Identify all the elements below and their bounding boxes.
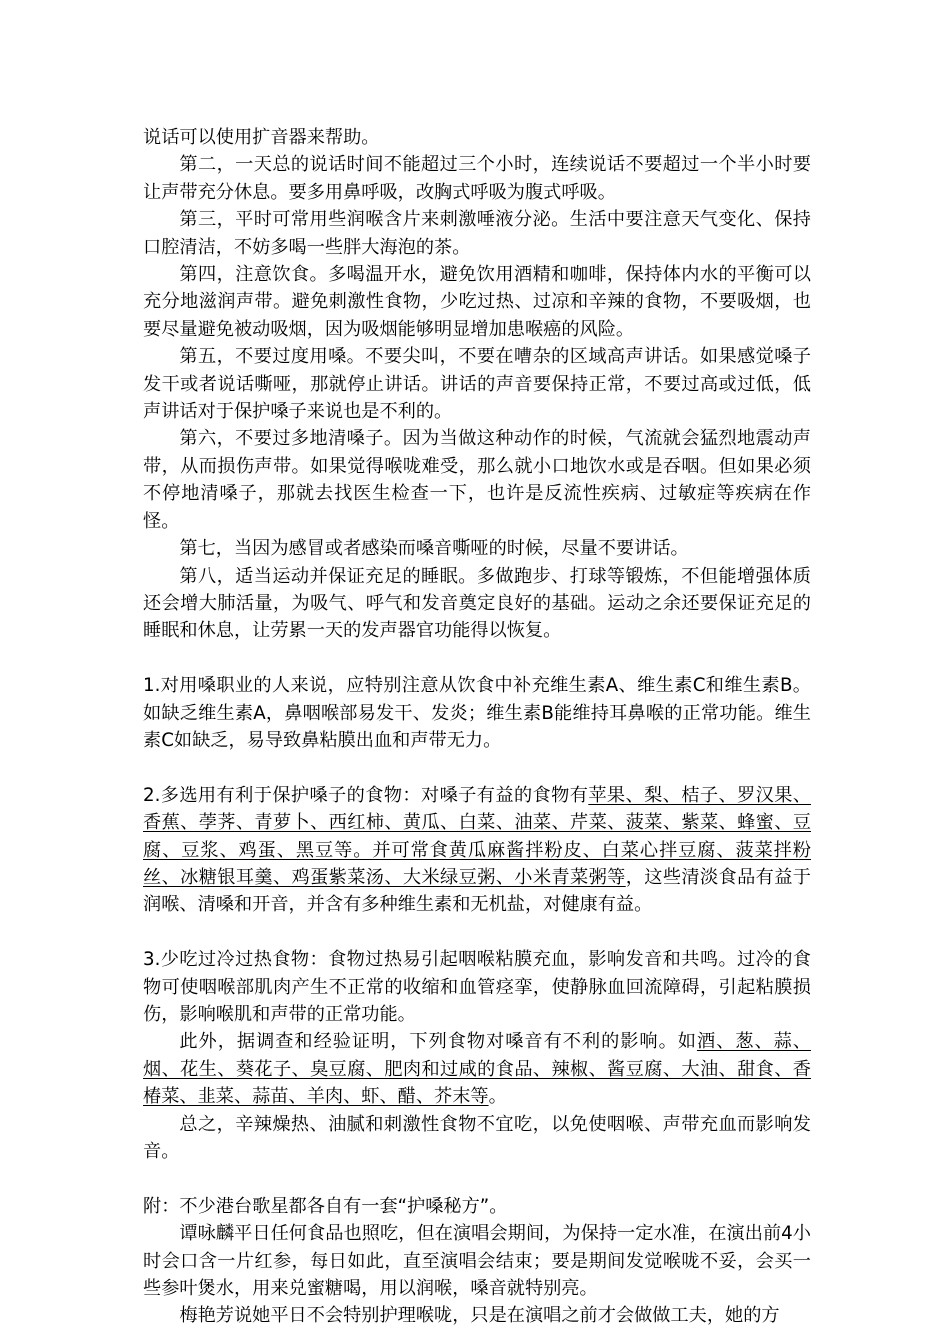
paragraph-continuation: 说话可以使用扩音器来帮助。 <box>143 127 380 148</box>
paragraph-summary: 总之，辛辣燥热、油腻和刺激性食物不宜吃，以免使咽喉、声带充血而影响发音。 <box>143 1113 811 1162</box>
appendix-heading: 附：不少港台歌星都各自有一套“护嗓秘方”。 <box>143 1195 508 1217</box>
appendix-paragraph-tam: 谭咏麟平日任何食品也照吃，但在演唱会期间，为保持一定水准，在演出前4小时会口含一片红参，每日如此，直至演唱会结束；要是期间发觉喉咙不妥，会买一些参叶煲水，用来兑蜜糖喝，用以润喉，嗓音就特别亮。 <box>143 1223 811 1299</box>
blank-line <box>143 645 811 672</box>
blank-line <box>143 919 811 946</box>
paragraph-eighth: 第八，适当运动并保证充足的睡眠。多做跑步、打球等锻炼，不但能增强体质还会增大肺活量，为吸气、呼气和发音奠定良好的基础。运动之余还要保证充足的睡眠和休息，让劳累一天的发声器官功能得以恢复。 <box>143 565 811 642</box>
blank-line <box>143 1165 811 1192</box>
harmful-intro: 此外，据调查和经验证明，下列食物对嗓音有不利的影响。如 <box>179 1031 697 1053</box>
numbered-item-1: 1.对用嗓职业的人来说，应特别注意从饮食中补充维生素A、维生素C和维生素B。如缺乏维生素A，鼻咽喉部易发干、发炎；维生素B能维持耳鼻喉的正常功能。维生素C如缺乏，易导致鼻粘膜出血和声带无力。 <box>143 675 811 751</box>
paragraph-fifth: 第五，不要过度用嗓。不要尖叫，不要在嘈杂的区域高声讲话。如果感觉嗓子发干或者说话嘶哑，那就停止讲话。讲话的声音要保持正常，不要过高或过低，低声讲话对于保护嗓子来说也是不利的。 <box>143 346 811 423</box>
paragraph-second: 第二，一天总的说话时间不能超过三个小时，连续说话不要超过一个半小时要让声带充分休息。要多用鼻呼吸，改胸式呼吸为腹式呼吸。 <box>143 154 811 203</box>
harmful-end: 。 <box>488 1086 507 1108</box>
blank-line <box>143 754 811 781</box>
paragraph-harmful-foods <box>143 1028 811 1110</box>
item-2-food-list: 苹果、梨、桔子、罗汉果、香蕉、荸荠、青萝卜、西红柿、黄瓜、白菜、油菜、芹菜、菠菜、紫菜、蜂蜜、豆腐、豆浆、鸡蛋、黑豆等。并可常食黄瓜麻酱拌粉皮、白菜心拌豆腐、菠菜拌粉丝、冰糖银耳羹、鸡蛋紫菜汤、大米绿豆粥、小米青菜粥等 <box>143 784 811 888</box>
paragraph-seventh: 第七，当因为感冒或者感染而嗓音嘶哑的时候，尽量不要讲话。 <box>179 538 689 560</box>
numbered-item-2 <box>143 782 811 919</box>
harmful-food-list: 酒、葱、蒜、烟、花生、葵花子、臭豆腐、肥肉和过咸的食品、辣椒、酱豆腐、大油、甜食、香椿菜、韭菜、蒜苗、羊肉、虾、醋、芥末等 <box>143 1031 811 1108</box>
paragraph-sixth: 第六，不要过多地清嗓子。因为当做这种动作的时候，气流就会猛烈地震动声带，从而损伤声带。如果觉得喉咙难受，那么就小口地饮水或是吞咽。但如果必须不停地清嗓子，那就去找医生检查一下，也许是反流性疾病、过敏症等疾病在作怪。 <box>143 428 811 532</box>
numbered-item-3: 3.少吃过冷过热食物：食物过热易引起咽喉粘膜充血，影响发音和共鸣。过冷的食物可使咽喉部肌肉产生不正常的收缩和血管痉挛，使静脉血回流障碍，引起粘膜损伤，影响喉肌和声带的正常功能。 <box>143 949 811 1025</box>
paragraph-third: 第三，平时可常用些润喉含片来刺激唾液分泌。生活中要注意天气变化、保持口腔清洁，不妨多喝一些胖大海泡的茶。 <box>143 209 811 258</box>
paragraph-fourth: 第四，注意饮食。多喝温开水，避免饮用酒精和咖啡，保持体内水的平衡可以充分地滋润声带。避免刺激性食物，少吃过热、过凉和辛辣的食物，不要吸烟，也要尽量避免被动吸烟，因为吸烟能够明显增加患喉癌的风险。 <box>143 264 811 340</box>
item-2-conclusion: ，这些清淡食品有益于润喉、清嗓和开音，并含有多种维生素和无机盐，对健康有益。 <box>143 866 811 916</box>
item-2-intro: 2.多选用有利于保护嗓子的食物：对嗓子有益的食物有 <box>143 784 589 806</box>
document-page <box>143 124 811 1330</box>
appendix-paragraph-mui: 梅艳芳说她平日不会特别护理喉咙，只是在演唱之前才会做做工夫，她的方 <box>179 1305 780 1327</box>
